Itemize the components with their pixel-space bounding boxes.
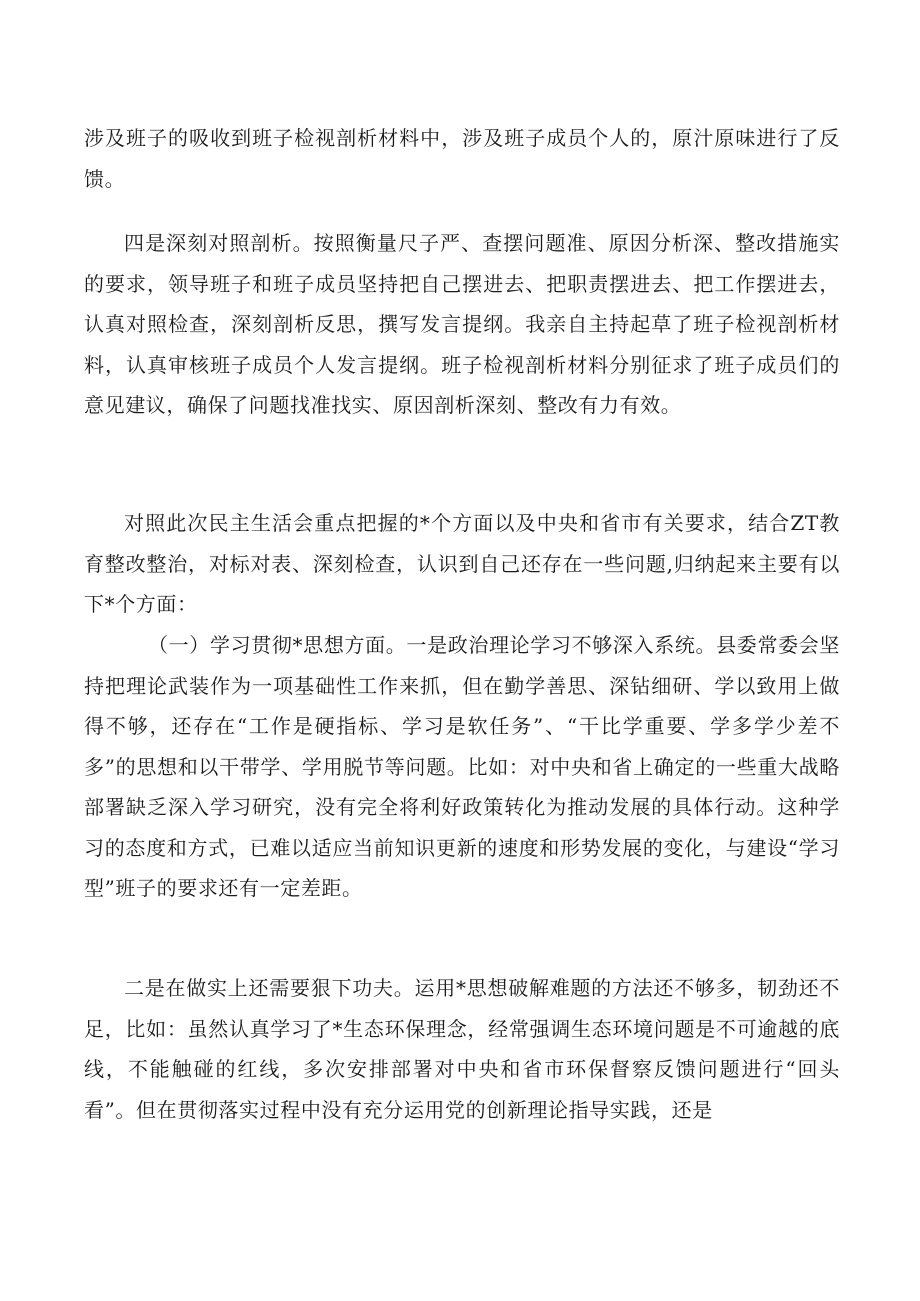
paragraph-problem-summary: 对照此次民主生活会重点把握的*个方面以及中央和省市有关要求，结合ZT教育整改整治，对标对表、深刻检查，认识到自己还存在一些问题,归纳起来主要有以下*个方面： [84,511,840,616]
paragraph-in-depth-analysis: 四是深刻对照剖析。按照衡量尺子严、查摆问题准、原因分析深、整改措施实的要求，领导班子和班子成员坚持把自己摆进去、把职责摆进去、把工作摆进去，认真对照检查，深刻剖析反思，撰写发言提纲。我亲自主持起草了班子检视剖析材料，认真审核班子成员个人发言提纲。班子检视剖析材料分别征求了班子成员们的意见建议，确保了问题找准找实、原因剖析深刻、整改有力有效。 [84,231,840,417]
paragraph-practice-effort: 二是在做实上还需要狠下功夫。运用*思想破解难题的方法还不够多，韧劲还不足，比如：虽然认真学习了*生态环保理念，经常强调生态环境问题是不可逾越的底线，不能触碰的红线，多次安排部署对中央和省市环保督察反馈问题进行“回头看”。但在贯彻落实过程中没有充分运用党的创新理论指导实践，还是 [84,976,840,1122]
paragraph-section-one-study: （一）学习贯彻*思想方面。一是政治理论学习不够深入系统。县委常委会坚持把理论武装作为一项基础性工作来抓，但在勤学善思、深钻细研、学以致用上做得不够，还存在“工作是硬指标、学习是软任务”、“干比学重要、学多学少差不多”的思想和以干带学、学用脱节等问题。比如：对中央和省上确定的一些重大战略部署缺乏深入学习研究，没有完全将利好政策转化为推动发展的具体行动。这种学习的态度和方式，已难以适应当前知识更新的速度和形势发展的变化，与建设“学习型”班子的要求还有一定差距。 [84,633,840,900]
paragraph-feedback: 涉及班子的吸收到班子检视剖析材料中，涉及班子成员个人的，原汁原味进行了反馈。 [84,126,840,191]
